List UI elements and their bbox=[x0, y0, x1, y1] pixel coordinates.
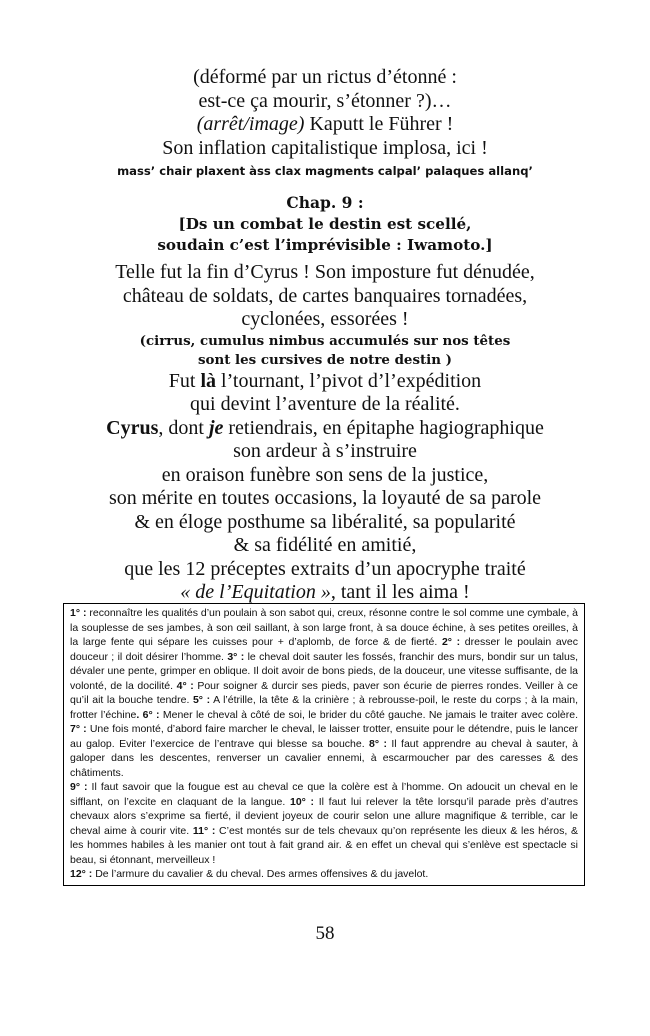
precept-number: 5° : bbox=[192, 694, 211, 706]
precept-number: 2° : bbox=[441, 636, 461, 648]
precepts-paragraph-1: 1° : reconnaître les qualités d’un poulain à son sabot qui, creux, résonne contre le sol comme une cymbale, à la souplesse de ses jambes, à son œil saillant, à son large front, à sa douce échine, à ses petites oreilles, à la large fente qui sépare les cuisses pour + d’aplomb, de force & de fierté. 2° : dresser le poulain avec douceur ; il doit désirer l’homme. 3° : le cheval doit sauter les fossés, franchir des murs, bondir sur un talus, dévaler une pente, grimper en oblique. Il doit avoir de bons pieds, de la douceur, une vitesse suffisante, de la volonté, de la docilité. 4° : Pour soigner & durcir ses pieds, paver son écurie de pierres rondes. Veiller à ce qu’il ait la bouche tendre. 5° : A l’étrille, la tête & la crinière ; à rebrousse-poil, le reste du corps ; à la main, frotter l’échine. 6° : Mener le cheval à côté de soi, le brider du côté gauche. Ne jamais le traiter avec colère. 7° : Une fois monté, d’abord faire marcher le cheval, le laisser trotter, ensuite pour le détendre, puis le lancer au galop. Eviter l’exercice de l’entrave qui blesse sa bouche. 8° : Il faut apprendre au cheval à sauter, à galoper dans les descentes, renverser un cavalier ennemi, à escarmoucher par des caresses & des châtiments. bbox=[70, 607, 579, 779]
verse-line: que les 12 préceptes extraits d’un apocryphe traité bbox=[124, 557, 526, 580]
verse-line: cyclonées, essorées ! bbox=[241, 308, 409, 330]
page-number: 58 bbox=[315, 923, 335, 944]
precept-number: 9° : bbox=[70, 781, 88, 793]
verse-line: château de soldats, de cartes banquaires tornadées, bbox=[122, 284, 528, 307]
precept-number: 4° : bbox=[176, 679, 194, 692]
verse-line: (déformé par un rictus d’étonné : bbox=[193, 66, 457, 88]
verse-line: Son inflation capitalistique implosa, ici ! bbox=[162, 136, 488, 159]
verse-line: & sa fidélité en amitié, bbox=[233, 534, 417, 556]
precept-number: 3° : bbox=[227, 650, 245, 663]
verse-line: & en éloge posthume sa libéralité, sa popularité bbox=[134, 510, 516, 533]
verse-block-main bbox=[40, 261, 610, 605]
precept-number: 8° : bbox=[369, 737, 387, 750]
chapter-subtitle: [Ds un combat le destin est scellé, bbox=[178, 215, 472, 233]
verse-line: son mérite en toutes occasions, la loyauté de sa parole bbox=[108, 487, 542, 509]
verse-line: « de l’Equitation », tant il les aima ! bbox=[180, 581, 470, 603]
verse-block-top bbox=[40, 66, 610, 256]
precepts-box bbox=[63, 603, 585, 886]
name-cyrus: Cyrus bbox=[106, 416, 159, 439]
verse-line: Fut là l’tournant, l’pivot d’l’expédition bbox=[168, 369, 482, 392]
verse-line: en oraison funèbre son sens de la justice, bbox=[161, 463, 489, 486]
verse-line: Telle fut la fin d’Cyrus ! Son imposture fut dénudée, bbox=[115, 261, 535, 283]
parenthetical-line: sont les cursives de notre destin ) bbox=[198, 351, 452, 368]
heavy-sans-line: mass’ chair plaxent àss clax magments calpal’ palaques allanq’ bbox=[117, 164, 533, 178]
verse-line: son ardeur à s’instruire bbox=[233, 440, 417, 462]
precept-number: 12° : bbox=[70, 868, 93, 880]
chapter-title: Chap. 9 : bbox=[286, 193, 364, 212]
precepts-paragraph-2: 9° : Il faut savoir que la fougue est au cheval ce que la colère est à l’homme. On adoucit un cheval en le sifflant, on l’excite en claquant de la langue. 10° : Il faut lui relever la tête lorsqu’il parade près d’autres chevaux alors s’exprime sa fierté, il devient joyeux de courir selon une allure magnifique & terrible, car le cheval aime à courir vite. 11° : C’est montés sur de tels chevaux qu’on représente les dieux & les héros, & les hommes habiles à les manier ont tout à fait grand air. & en effet un cheval qui s’enlève est spectacle si beau, si étonnant, merveilleux ! bbox=[70, 781, 578, 866]
precept-number: . 6° : bbox=[136, 708, 160, 721]
chapter-subtitle: soudain c’est l’imprévisible : Iwamoto.] bbox=[157, 236, 493, 254]
precept-number: 7° : bbox=[70, 723, 87, 735]
precept-number: 1° : bbox=[70, 607, 87, 619]
precept-number: 10° : bbox=[289, 795, 315, 808]
parenthetical-line: (cirrus, cumulus nimbus accumulés sur nos têtes bbox=[139, 332, 511, 349]
precepts-paragraph-3: 12° : De l’armure du cavalier & du cheval. Des armes offensives & du javelot. bbox=[70, 868, 429, 880]
italic-stage-direction: (arrêt/image) bbox=[196, 113, 305, 135]
verse-line: Cyrus, dont je retiendrais, en épitaphe hagiographique bbox=[106, 416, 544, 439]
verse-line: est-ce ça mourir, s’étonner ?)… bbox=[198, 89, 452, 112]
precept-number: 11° : bbox=[192, 824, 216, 837]
verse-line: (arrêt/image) Kaputt le Führer ! bbox=[196, 113, 454, 135]
verse-line: qui devint l’aventure de la réalité. bbox=[190, 393, 460, 415]
